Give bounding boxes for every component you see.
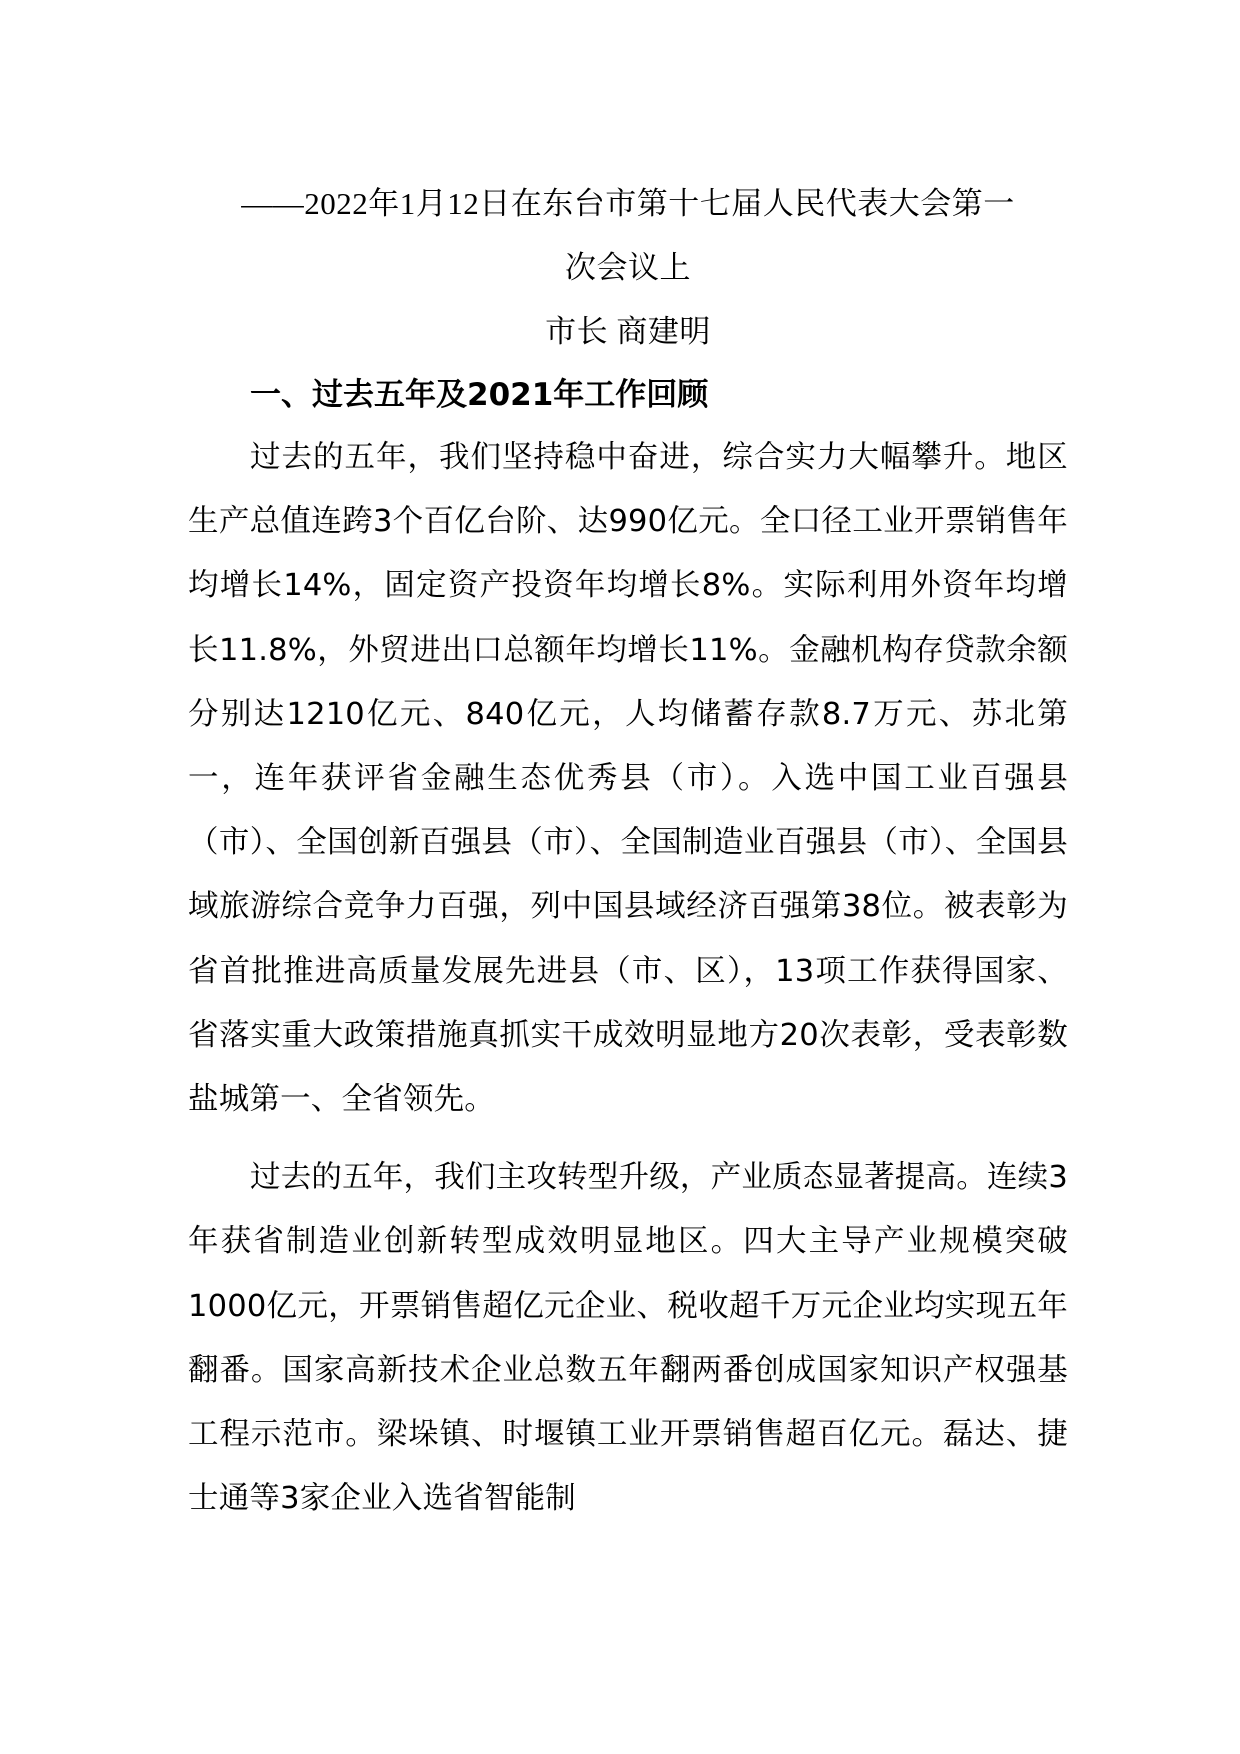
section-heading: 一、过去五年及2021年工作回顾 — [250, 377, 709, 413]
subtitle-line-2: 次会议上 — [565, 250, 691, 285]
subtitle-block — [188, 172, 1068, 364]
subtitle-line-1: ——2022年1月12日在东台市第十七届人民代表大会第一 — [241, 186, 1015, 221]
body-paragraph: 过去的五年，我们坚持稳中奋进，综合实力大幅攀升。地区生产总值连跨3个百亿台阶、达990亿元。全口径工业开票销售年均增长14%，固定资产投资年均增长8%。实际利用外资年均增长11.8%，外贸进出口总额年均增长11%。金融机构存贷款余额分别达1210亿元、840亿元，人均储蓄存款8.7万元、苏北第一，连年获评省金融生态优秀县（市）。入选中国工业百强县（市）、全国创新百强县（市）、全国制造业百强县（市）、全国县域旅游综合竞争力百强，列中国县域经济百强第38位。被表彰为省首批推进高质量发展先进县（市、区），13项工作获得国家、省落实重大政策措施真抓实干成效明显地方20次表彰，受表彰数盐城第一、全省领先。 — [188, 440, 1068, 1118]
document-content — [188, 172, 1068, 1531]
author-line: 市长 商建明 — [545, 314, 711, 349]
body-paragraph: 过去的五年，我们主攻转型升级，产业质态显著提高。连续3年获省制造业创新转型成效明显地区。四大主导产业规模突破1000亿元，开票销售超亿元企业、税收超千万元企业均实现五年翻番。国家高新技术企业总数五年翻两番创成国家知识产权强基工程示范市。梁垛镇、时堰镇工业开票销售超百亿元。磊达、捷士通等3家企业入选省智能制 — [188, 1160, 1068, 1517]
